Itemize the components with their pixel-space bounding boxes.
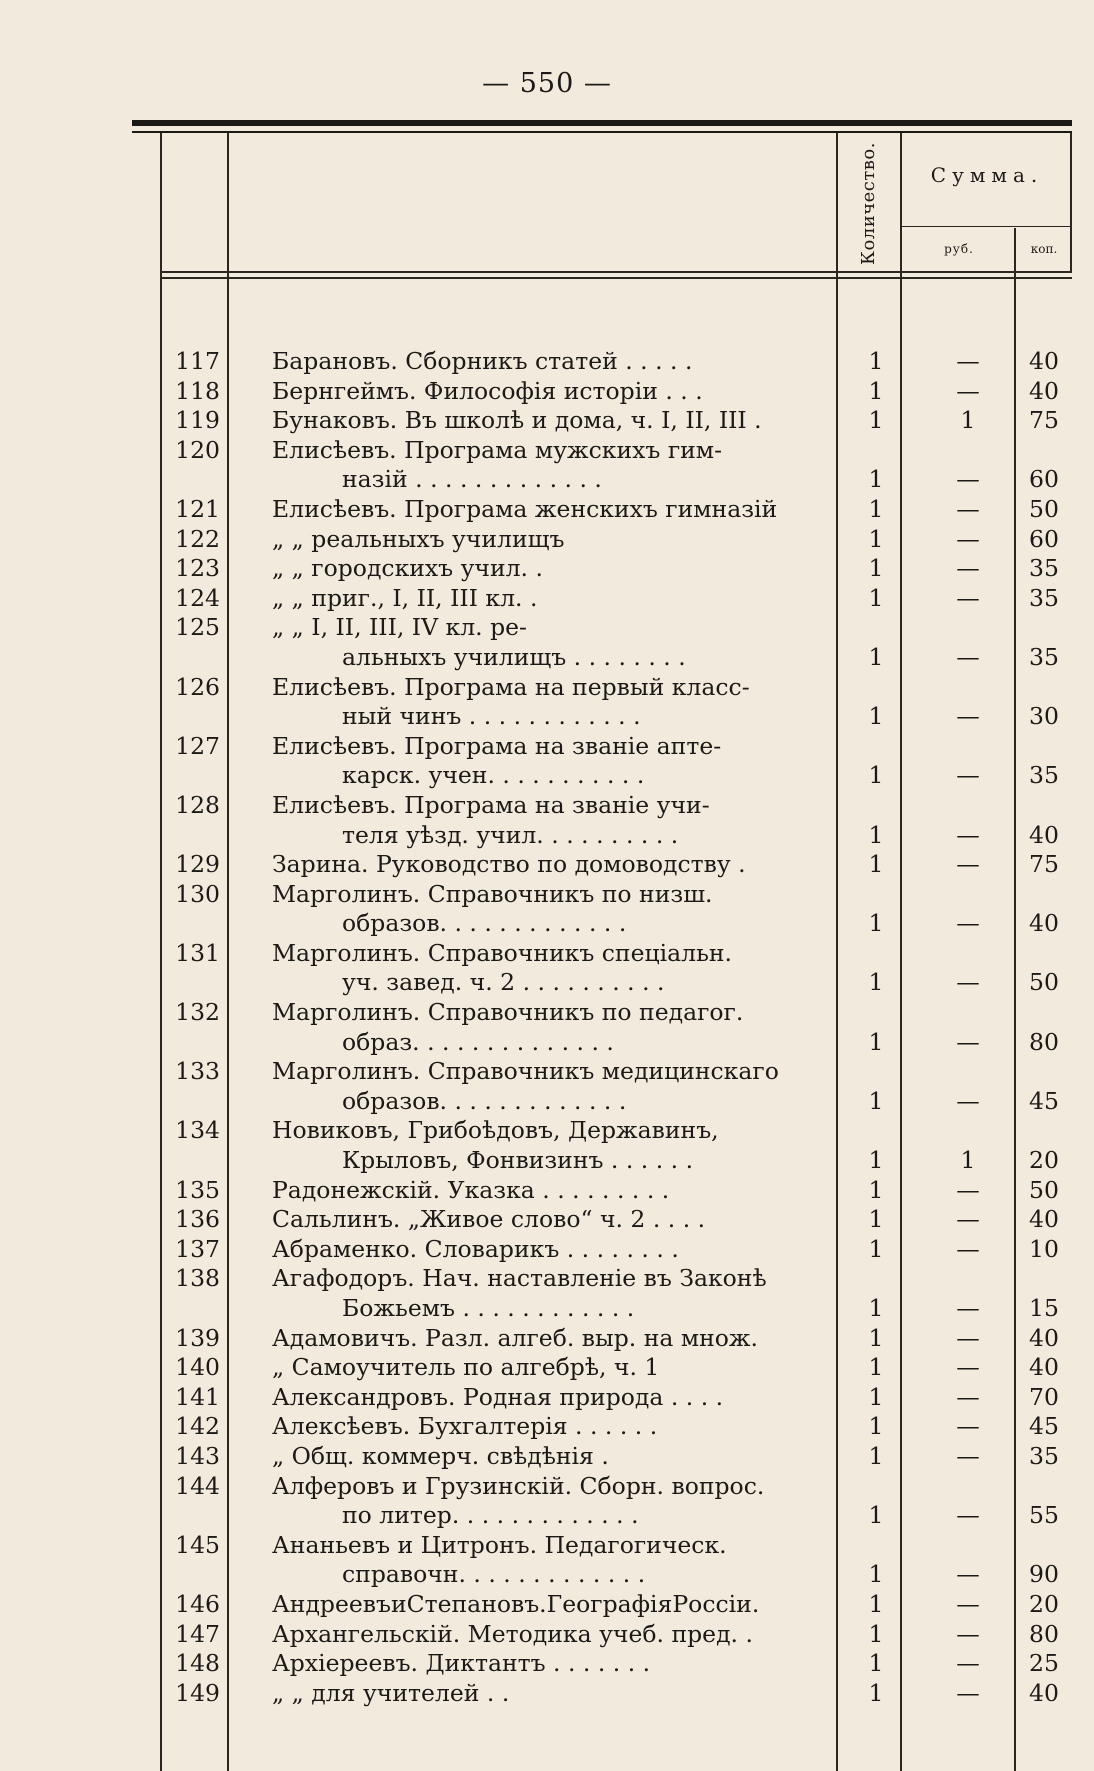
- entry-kop: 75: [1029, 850, 1059, 879]
- table-row: [0, 850, 1094, 880]
- entry-title: карск. учен. . . . . . . . . . .: [342, 761, 645, 790]
- entry-number: 118: [175, 376, 220, 405]
- entry-title: „ „ I, II, III, IV кл. ре-: [272, 613, 527, 642]
- entry-title: Алферовъ и Грузинскій. Сборн. вопрос.: [272, 1471, 765, 1500]
- entry-title: Елисѣевъ. Програма на первый класс-: [272, 672, 750, 701]
- entry-kop: 90: [1029, 1560, 1059, 1589]
- entry-quantity: 1: [868, 494, 884, 523]
- entry-rub: —: [956, 1441, 980, 1470]
- table-row: [0, 998, 1094, 1028]
- entry-rub: —: [956, 1027, 980, 1056]
- entry-number: 126: [175, 672, 220, 701]
- table-row: [0, 939, 1094, 969]
- entry-title: Елисѣевъ. Програма на званіе апте-: [272, 731, 722, 760]
- top-rule-thin: [132, 131, 1072, 133]
- entry-kop: 40: [1029, 1678, 1059, 1707]
- entry-rub: —: [956, 820, 980, 849]
- entry-kop: 45: [1029, 1086, 1059, 1115]
- entry-kop: 40: [1029, 909, 1059, 938]
- table-row-continuation: [0, 1087, 1094, 1117]
- entry-kop: 50: [1029, 494, 1059, 523]
- entry-number: 132: [175, 998, 220, 1027]
- table-row: [0, 436, 1094, 466]
- table-row-continuation: [0, 821, 1094, 851]
- table-row: [0, 880, 1094, 910]
- sum-header: Сумма.: [930, 163, 1044, 187]
- table-row: [0, 1531, 1094, 1561]
- entry-kop: 35: [1029, 642, 1059, 671]
- entry-kop: 25: [1029, 1649, 1059, 1678]
- entry-title: „ Общ. коммерч. свѣдѣнія .: [272, 1441, 609, 1470]
- entry-number: 142: [175, 1412, 220, 1441]
- entry-number: 140: [175, 1353, 220, 1382]
- entry-kop: 60: [1029, 524, 1059, 553]
- entry-title: АндреевъиСтепановъ.ГеографіяРоссіи.: [272, 1589, 760, 1618]
- entry-title: уч. завед. ч. 2 . . . . . . . . . .: [342, 968, 665, 997]
- entry-kop: 35: [1029, 761, 1059, 790]
- table-row: [0, 1353, 1094, 1383]
- entry-rub: —: [956, 1323, 980, 1352]
- entry-quantity: 1: [868, 1501, 884, 1530]
- entry-rub: —: [956, 1678, 980, 1707]
- entry-rub: 1: [960, 406, 976, 435]
- entry-rub: —: [956, 583, 980, 612]
- entry-kop: 50: [1029, 968, 1059, 997]
- entry-title: Сальлинъ. „Живое слово“ ч. 2 . . . .: [272, 1205, 706, 1234]
- table-row-continuation: [0, 909, 1094, 939]
- entry-kop: 55: [1029, 1501, 1059, 1530]
- entry-quantity: 1: [868, 376, 884, 405]
- entry-number: 122: [175, 524, 220, 553]
- table-row: [0, 1176, 1094, 1206]
- entry-rub: —: [956, 761, 980, 790]
- table-row: [0, 1235, 1094, 1265]
- entry-title: Ананьевъ и Цитронъ. Педагогическ.: [272, 1530, 727, 1559]
- entry-number: 121: [175, 494, 220, 523]
- entry-title: Архіереевъ. Диктантъ . . . . . . .: [272, 1649, 651, 1678]
- entry-kop: 40: [1029, 1353, 1059, 1382]
- entry-number: 143: [175, 1441, 220, 1470]
- entry-rub: —: [956, 465, 980, 494]
- entry-quantity: 1: [868, 820, 884, 849]
- table-row: [0, 673, 1094, 703]
- sum-divider: [902, 226, 1072, 227]
- entry-rub: —: [956, 347, 980, 375]
- table-row-continuation: [0, 1146, 1094, 1176]
- entry-number: 119: [175, 406, 220, 435]
- table-row-continuation: [0, 761, 1094, 791]
- entry-title: Новиковъ, Грибоѣдовъ, Державинъ,: [272, 1116, 719, 1145]
- entry-title: альныхъ училищъ . . . . . . . .: [342, 642, 686, 671]
- table-row: [0, 584, 1094, 614]
- table-row: [0, 1472, 1094, 1502]
- entry-number: 136: [175, 1205, 220, 1234]
- table-row: [0, 1057, 1094, 1087]
- entry-kop: 80: [1029, 1027, 1059, 1056]
- entry-quantity: 1: [868, 1441, 884, 1470]
- entry-rub: —: [956, 1382, 980, 1411]
- entry-rub: —: [956, 554, 980, 583]
- entry-title: образов. . . . . . . . . . . . .: [342, 1086, 627, 1115]
- table-row: [0, 525, 1094, 555]
- entry-title: Алексѣевъ. Бухгалтерія . . . . . .: [272, 1412, 658, 1441]
- entry-number: 128: [175, 790, 220, 819]
- entry-title: Марголинъ. Справочникъ по низш.: [272, 879, 713, 908]
- entry-rub: —: [956, 1589, 980, 1618]
- entry-quantity: 1: [868, 524, 884, 553]
- entry-kop: 15: [1029, 1294, 1059, 1322]
- table-row: [0, 1205, 1094, 1235]
- entry-title: „ „ для учителей . .: [272, 1678, 510, 1707]
- entry-kop: 80: [1029, 1619, 1059, 1648]
- entry-kop: 40: [1029, 347, 1059, 375]
- entry-title: Агафодоръ. Нач. наставленіе въ Законѣ: [272, 1264, 767, 1293]
- entry-number: 144: [175, 1471, 220, 1500]
- entry-quantity: 1: [868, 1382, 884, 1411]
- entry-kop: 20: [1029, 1146, 1059, 1175]
- entry-rub: —: [956, 702, 980, 731]
- entry-title: Александровъ. Родная природа . . . .: [272, 1382, 724, 1411]
- table-row: [0, 1590, 1094, 1620]
- entry-number: 145: [175, 1530, 220, 1559]
- entry-quantity: 1: [868, 1205, 884, 1234]
- entry-title: Адамовичъ. Разл. алгеб. выр. на множ.: [272, 1323, 759, 1352]
- entry-number: 148: [175, 1649, 220, 1678]
- entry-quantity: 1: [868, 1323, 884, 1352]
- entry-title: Марголинъ. Справочникъ по педагог.: [272, 998, 744, 1027]
- entry-rub: —: [956, 1501, 980, 1530]
- entry-rub: —: [956, 1175, 980, 1204]
- entry-quantity: 1: [868, 1560, 884, 1589]
- entry-quantity: 1: [868, 702, 884, 731]
- entry-title: Абраменко. Словарикъ . . . . . . . .: [272, 1234, 679, 1263]
- entry-kop: 50: [1029, 1175, 1059, 1204]
- entry-rub: —: [956, 376, 980, 405]
- entry-quantity: 1: [868, 1589, 884, 1618]
- entry-title: справочн. . . . . . . . . . . . .: [342, 1560, 646, 1589]
- entry-number: 131: [175, 938, 220, 967]
- entry-title: образ. . . . . . . . . . . . . .: [342, 1027, 614, 1056]
- entry-kop: 40: [1029, 1323, 1059, 1352]
- catalog-list: [0, 347, 1094, 1708]
- table-row: [0, 495, 1094, 525]
- entry-title: Радонежскій. Указка . . . . . . . . .: [272, 1175, 670, 1204]
- entry-kop: 35: [1029, 583, 1059, 612]
- entry-rub: —: [956, 968, 980, 997]
- table-row-continuation: [0, 465, 1094, 495]
- rub-header: руб.: [944, 242, 974, 256]
- entry-quantity: 1: [868, 1649, 884, 1678]
- table-row: [0, 347, 1094, 377]
- entry-number: 147: [175, 1619, 220, 1648]
- entry-number: 135: [175, 1175, 220, 1204]
- entry-kop: 35: [1029, 1441, 1059, 1470]
- entry-rub: —: [956, 1234, 980, 1263]
- entry-kop: 30: [1029, 702, 1059, 731]
- quantity-header: Количество.: [857, 141, 879, 265]
- entry-quantity: 1: [868, 554, 884, 583]
- table-row-continuation: [0, 1028, 1094, 1058]
- entry-kop: 10: [1029, 1234, 1059, 1263]
- entry-title: „ „ приг., I, II, III кл. .: [272, 583, 538, 612]
- entry-number: 129: [175, 850, 220, 879]
- table-row-continuation: [0, 968, 1094, 998]
- table-row-continuation: [0, 702, 1094, 732]
- entry-rub: 1: [960, 1146, 976, 1175]
- table-row-continuation: [0, 643, 1094, 673]
- entry-number: 125: [175, 613, 220, 642]
- entry-title: Крыловъ, Фонвизинъ . . . . . .: [342, 1146, 694, 1175]
- entry-quantity: 1: [868, 909, 884, 938]
- entry-quantity: 1: [868, 1353, 884, 1382]
- entry-rub: —: [956, 1086, 980, 1115]
- table-row-continuation: [0, 1501, 1094, 1531]
- entry-quantity: 1: [868, 1234, 884, 1263]
- entry-quantity: 1: [868, 583, 884, 612]
- entry-quantity: 1: [868, 1294, 884, 1322]
- entry-rub: —: [956, 1619, 980, 1648]
- table-row: [0, 406, 1094, 436]
- entry-title: назій . . . . . . . . . . . . .: [342, 465, 602, 494]
- entry-quantity: 1: [868, 1027, 884, 1056]
- entry-number: 146: [175, 1589, 220, 1618]
- table-row: [0, 1383, 1094, 1413]
- entry-number: 149: [175, 1678, 220, 1707]
- entry-title: „ „ городскихъ учил. .: [272, 554, 543, 583]
- entry-kop: 35: [1029, 554, 1059, 583]
- table-row: [0, 1679, 1094, 1709]
- entry-rub: —: [956, 1412, 980, 1441]
- entry-rub: —: [956, 1205, 980, 1234]
- entry-quantity: 1: [868, 465, 884, 494]
- entry-number: 137: [175, 1234, 220, 1263]
- entry-quantity: 1: [868, 406, 884, 435]
- entry-number: 124: [175, 583, 220, 612]
- entry-kop: 40: [1029, 820, 1059, 849]
- entry-title: Марголинъ. Справочникъ медицинскаго: [272, 1057, 779, 1086]
- entry-number: 133: [175, 1057, 220, 1086]
- entry-title: Елисѣевъ. Програма мужскихъ гим-: [272, 435, 723, 464]
- entry-title: теля уѣзд. учил. . . . . . . . . .: [342, 820, 679, 849]
- entry-kop: 45: [1029, 1412, 1059, 1441]
- entry-quantity: 1: [868, 968, 884, 997]
- table-row: [0, 732, 1094, 762]
- table-row: [0, 613, 1094, 643]
- entry-rub: —: [956, 1649, 980, 1678]
- table-row: [0, 1116, 1094, 1146]
- entry-title: ный чинъ . . . . . . . . . . . .: [342, 702, 641, 731]
- entry-title: по литер. . . . . . . . . . . . .: [342, 1501, 639, 1530]
- entry-number: 141: [175, 1382, 220, 1411]
- entry-title: Архангельскій. Методика учеб. пред. .: [272, 1619, 753, 1648]
- entry-title: Елисѣевъ. Програма женскихъ гимназій: [272, 494, 778, 523]
- kop-header: коп.: [1030, 242, 1058, 256]
- entry-number: 139: [175, 1323, 220, 1352]
- entry-quantity: 1: [868, 642, 884, 671]
- entry-title: Елисѣевъ. Програма на званіе учи-: [272, 790, 710, 819]
- table-row-continuation: [0, 1560, 1094, 1590]
- entry-number: 120: [175, 435, 220, 464]
- entry-title: Бернгеймъ. Философія исторіи . . .: [272, 376, 703, 405]
- table-row: [0, 791, 1094, 821]
- entry-number: 123: [175, 554, 220, 583]
- table-row: [0, 1412, 1094, 1442]
- table-row: [0, 1649, 1094, 1679]
- entry-number: 130: [175, 879, 220, 908]
- table-row: [0, 377, 1094, 407]
- entry-title: Марголинъ. Справочникъ спеціальн.: [272, 938, 732, 967]
- entry-kop: 75: [1029, 406, 1059, 435]
- entry-rub: —: [956, 642, 980, 671]
- entry-quantity: 1: [868, 347, 884, 375]
- entry-rub: —: [956, 494, 980, 523]
- table-row: [0, 1264, 1094, 1294]
- page-number: — 550 —: [482, 68, 612, 99]
- entry-quantity: 1: [868, 1146, 884, 1175]
- entry-rub: —: [956, 1353, 980, 1382]
- entry-title: Зарина. Руководство по домоводству .: [272, 850, 746, 879]
- entry-kop: 40: [1029, 1205, 1059, 1234]
- entry-rub: —: [956, 524, 980, 553]
- entry-title: Барановъ. Сборникъ статей . . . . .: [272, 347, 693, 375]
- entry-quantity: 1: [868, 1175, 884, 1204]
- entry-number: 117: [175, 347, 220, 375]
- entry-kop: 60: [1029, 465, 1059, 494]
- header-rule-bottom: [160, 277, 1072, 279]
- entry-number: 138: [175, 1264, 220, 1293]
- entry-quantity: 1: [868, 1086, 884, 1115]
- entry-rub: —: [956, 1560, 980, 1589]
- entry-quantity: 1: [868, 1412, 884, 1441]
- entry-title: образов. . . . . . . . . . . . .: [342, 909, 627, 938]
- table-row: [0, 1324, 1094, 1354]
- entry-kop: 70: [1029, 1382, 1059, 1411]
- entry-quantity: 1: [868, 761, 884, 790]
- entry-number: 134: [175, 1116, 220, 1145]
- entry-title: Божьемъ . . . . . . . . . . . .: [342, 1294, 635, 1322]
- entry-quantity: 1: [868, 850, 884, 879]
- table-row-continuation: [0, 1294, 1094, 1324]
- entry-title: „ „ реальныхъ училищъ: [272, 524, 565, 553]
- table-row: [0, 554, 1094, 584]
- entry-quantity: 1: [868, 1678, 884, 1707]
- top-rule-thick: [132, 120, 1072, 126]
- entry-quantity: 1: [868, 1619, 884, 1648]
- entry-kop: 20: [1029, 1589, 1059, 1618]
- entry-rub: —: [956, 850, 980, 879]
- entry-title: „ Самоучитель по алгебрѣ, ч. 1: [272, 1353, 660, 1382]
- table-row: [0, 1620, 1094, 1650]
- entry-number: 127: [175, 731, 220, 760]
- entry-title: Бунаковъ. Въ школѣ и дома, ч. I, II, III .: [272, 406, 762, 435]
- table-row: [0, 1442, 1094, 1472]
- entry-rub: —: [956, 1294, 980, 1322]
- entry-rub: —: [956, 909, 980, 938]
- header-rule-top: [160, 271, 1072, 273]
- entry-kop: 40: [1029, 376, 1059, 405]
